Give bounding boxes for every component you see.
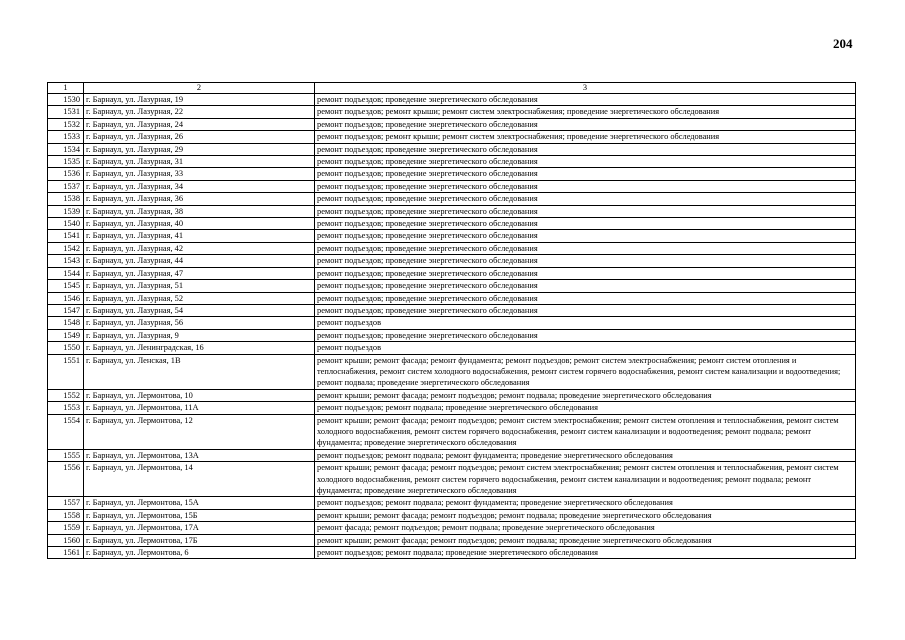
works-cell: ремонт подъездов; ремонт подвала; проведение энергетического обследования <box>315 547 856 559</box>
table-row <box>48 255 856 267</box>
works-cell: ремонт подъездов; проведение энергетического обследования <box>315 218 856 230</box>
works-cell: ремонт подъездов; проведение энергетического обследования <box>315 242 856 254</box>
table-row <box>48 389 856 401</box>
table-row <box>48 497 856 509</box>
works-cell: ремонт подъездов <box>315 342 856 354</box>
address-cell: г. Барнаул, ул. Лазурная, 47 <box>84 267 315 279</box>
address-cell: г. Барнаул, ул. Лазурная, 36 <box>84 193 315 205</box>
address-cell: г. Барнаул, ул. Лазурная, 34 <box>84 180 315 192</box>
address-cell: г. Барнаул, ул. Лермонтова, 13А <box>84 449 315 461</box>
works-cell: ремонт подъездов <box>315 317 856 329</box>
works-cell: ремонт подъездов; проведение энергетического обследования <box>315 118 856 130</box>
address-cell: г. Барнаул, ул. Ленинградская, 16 <box>84 342 315 354</box>
works-cell: ремонт крыши; ремонт фасада; ремонт подъездов; ремонт систем электроснабжения; ремонт систем отопления и теплоснабжения, ремонт систем холодного водоснабжения, ремонт систем горячего водоснабжения, ремонт систем канализации и водоотведения; ремонт подвала; ремонт фундамента; проведение энергетического обследования <box>315 462 856 497</box>
address-cell: г. Барнаул, ул. Лазурная, 29 <box>84 143 315 155</box>
row-number-cell: 1559 <box>48 522 84 534</box>
table-row <box>48 205 856 217</box>
address-cell: г. Барнаул, ул. Лазурная, 26 <box>84 131 315 143</box>
buildings-table <box>47 82 856 559</box>
row-number-cell: 1546 <box>48 292 84 304</box>
address-cell: г. Барнаул, ул. Лазурная, 19 <box>84 94 315 106</box>
table-header-row <box>48 83 856 94</box>
row-number-cell: 1537 <box>48 180 84 192</box>
address-cell: г. Барнаул, ул. Лермонтова, 11А <box>84 402 315 414</box>
address-cell: г. Барнаул, ул. Лазурная, 41 <box>84 230 315 242</box>
table-row <box>48 342 856 354</box>
address-cell: г. Барнаул, ул. Лазурная, 24 <box>84 118 315 130</box>
table-row <box>48 449 856 461</box>
row-number-cell: 1534 <box>48 143 84 155</box>
works-cell: ремонт подъездов; ремонт крыши; ремонт систем электроснабжения; проведение энергетического обследования <box>315 106 856 118</box>
column-header-number: 1 <box>48 83 84 94</box>
table-row <box>48 317 856 329</box>
row-number-cell: 1539 <box>48 205 84 217</box>
row-number-cell: 1538 <box>48 193 84 205</box>
page-number: 204 <box>833 36 853 51</box>
address-cell: г. Барнаул, ул. Лазурная, 9 <box>84 329 315 341</box>
table-row <box>48 218 856 230</box>
works-cell: ремонт фасада; ремонт подъездов; ремонт подвала; проведение энергетического обследования <box>315 522 856 534</box>
table-row <box>48 242 856 254</box>
works-cell: ремонт подъездов; проведение энергетического обследования <box>315 180 856 192</box>
address-cell: г. Барнаул, ул. Ленская, 1В <box>84 354 315 389</box>
row-number-cell: 1545 <box>48 280 84 292</box>
works-cell: ремонт подъездов; проведение энергетического обследования <box>315 94 856 106</box>
row-number-cell: 1561 <box>48 547 84 559</box>
address-cell: г. Барнаул, ул. Лазурная, 31 <box>84 156 315 168</box>
table-row <box>48 534 856 546</box>
row-number-cell: 1533 <box>48 131 84 143</box>
works-cell: ремонт крыши; ремонт фасада; ремонт подъездов; ремонт подвала; проведение энергетического обследования <box>315 509 856 521</box>
works-cell: ремонт подъездов; ремонт подвала; ремонт фундамента; проведение энергетического обследования <box>315 497 856 509</box>
address-cell: г. Барнаул, ул. Лермонтова, 17Б <box>84 534 315 546</box>
works-cell: ремонт крыши; ремонт фасада; ремонт подъездов; ремонт систем электроснабжения; ремонт систем отопления и теплоснабжения, ремонт систем холодного водоснабжения, ремонт систем горячего водоснабжения, ремонт систем канализации и водоотведения; ремонт подвала; ремонт фундамента; проведение энергетического обследования <box>315 414 856 449</box>
table-row <box>48 118 856 130</box>
address-cell: г. Барнаул, ул. Лазурная, 40 <box>84 218 315 230</box>
table-row <box>48 230 856 242</box>
table-row <box>48 180 856 192</box>
table-row <box>48 143 856 155</box>
address-cell: г. Барнаул, ул. Лазурная, 38 <box>84 205 315 217</box>
address-cell: г. Барнаул, ул. Лазурная, 54 <box>84 304 315 316</box>
row-number-cell: 1547 <box>48 304 84 316</box>
works-cell: ремонт подъездов; проведение энергетического обследования <box>315 292 856 304</box>
row-number-cell: 1535 <box>48 156 84 168</box>
table-row <box>48 168 856 180</box>
address-cell: г. Барнаул, ул. Лермонтова, 6 <box>84 547 315 559</box>
row-number-cell: 1532 <box>48 118 84 130</box>
works-cell: ремонт подъездов; ремонт крыши; ремонт систем электроснабжения; проведение энергетического обследования <box>315 131 856 143</box>
row-number-cell: 1554 <box>48 414 84 449</box>
works-cell: ремонт подъездов; ремонт подвала; проведение энергетического обследования <box>315 402 856 414</box>
row-number-cell: 1531 <box>48 106 84 118</box>
row-number-cell: 1543 <box>48 255 84 267</box>
address-cell: г. Барнаул, ул. Лермонтова, 15Б <box>84 509 315 521</box>
address-cell: г. Барнаул, ул. Лермонтова, 15А <box>84 497 315 509</box>
row-number-cell: 1560 <box>48 534 84 546</box>
table-row <box>48 509 856 521</box>
works-cell: ремонт подъездов; проведение энергетического обследования <box>315 156 856 168</box>
address-cell: г. Барнаул, ул. Лазурная, 44 <box>84 255 315 267</box>
row-number-cell: 1542 <box>48 242 84 254</box>
table-row <box>48 304 856 316</box>
address-cell: г. Барнаул, ул. Лазурная, 56 <box>84 317 315 329</box>
table-row <box>48 106 856 118</box>
row-number-cell: 1530 <box>48 94 84 106</box>
table-row <box>48 462 856 497</box>
column-header-address: 2 <box>84 83 315 94</box>
works-cell: ремонт подъездов; проведение энергетического обследования <box>315 255 856 267</box>
row-number-cell: 1555 <box>48 449 84 461</box>
row-number-cell: 1540 <box>48 218 84 230</box>
table-row <box>48 354 856 389</box>
table-row <box>48 329 856 341</box>
column-header-works: 3 <box>315 83 856 94</box>
address-cell: г. Барнаул, ул. Лермонтова, 14 <box>84 462 315 497</box>
table-row <box>48 414 856 449</box>
row-number-cell: 1536 <box>48 168 84 180</box>
works-cell: ремонт подъездов; проведение энергетического обследования <box>315 280 856 292</box>
works-cell: ремонт подъездов; проведение энергетического обследования <box>315 143 856 155</box>
address-cell: г. Барнаул, ул. Лермонтова, 10 <box>84 389 315 401</box>
row-number-cell: 1548 <box>48 317 84 329</box>
works-cell: ремонт подъездов; ремонт подвала; ремонт фундамента; проведение энергетического обследования <box>315 449 856 461</box>
works-cell: ремонт подъездов; проведение энергетического обследования <box>315 193 856 205</box>
address-cell: г. Барнаул, ул. Лазурная, 52 <box>84 292 315 304</box>
works-cell: ремонт крыши; ремонт фасада; ремонт фундамента; ремонт подъездов; ремонт систем электроснабжения; ремонт систем отопления и теплоснабжения, ремонт систем холодного водоснабжения, ремонт систем горячего водоснабжения, ремонт систем канализации и водоотведения; ремонт подвала; проведение энергетического обследования <box>315 354 856 389</box>
address-cell: г. Барнаул, ул. Лазурная, 51 <box>84 280 315 292</box>
works-cell: ремонт подъездов; проведение энергетического обследования <box>315 329 856 341</box>
row-number-cell: 1553 <box>48 402 84 414</box>
table-row <box>48 522 856 534</box>
row-number-cell: 1558 <box>48 509 84 521</box>
table-row <box>48 156 856 168</box>
table-body <box>48 83 856 559</box>
address-cell: г. Барнаул, ул. Лермонтова, 17А <box>84 522 315 534</box>
address-cell: г. Барнаул, ул. Лазурная, 22 <box>84 106 315 118</box>
row-number-cell: 1541 <box>48 230 84 242</box>
address-cell: г. Барнаул, ул. Лазурная, 33 <box>84 168 315 180</box>
row-number-cell: 1549 <box>48 329 84 341</box>
row-number-cell: 1557 <box>48 497 84 509</box>
works-cell: ремонт подъездов; проведение энергетического обследования <box>315 267 856 279</box>
row-number-cell: 1550 <box>48 342 84 354</box>
works-cell: ремонт подъездов; проведение энергетического обследования <box>315 230 856 242</box>
table-row <box>48 280 856 292</box>
works-cell: ремонт подъездов; проведение энергетического обследования <box>315 168 856 180</box>
works-cell: ремонт подъездов; проведение энергетического обследования <box>315 205 856 217</box>
address-cell: г. Барнаул, ул. Лазурная, 42 <box>84 242 315 254</box>
address-cell: г. Барнаул, ул. Лермонтова, 12 <box>84 414 315 449</box>
table-row <box>48 131 856 143</box>
row-number-cell: 1551 <box>48 354 84 389</box>
table-row <box>48 547 856 559</box>
table-row <box>48 292 856 304</box>
works-cell: ремонт крыши; ремонт фасада; ремонт подъездов; ремонт подвала; проведение энергетического обследования <box>315 534 856 546</box>
works-cell: ремонт крыши; ремонт фасада; ремонт подъездов; ремонт подвала; проведение энергетического обследования <box>315 389 856 401</box>
row-number-cell: 1552 <box>48 389 84 401</box>
row-number-cell: 1556 <box>48 462 84 497</box>
works-cell: ремонт подъездов; проведение энергетического обследования <box>315 304 856 316</box>
table-row <box>48 193 856 205</box>
row-number-cell: 1544 <box>48 267 84 279</box>
table-row <box>48 267 856 279</box>
table-row <box>48 402 856 414</box>
table-row <box>48 94 856 106</box>
